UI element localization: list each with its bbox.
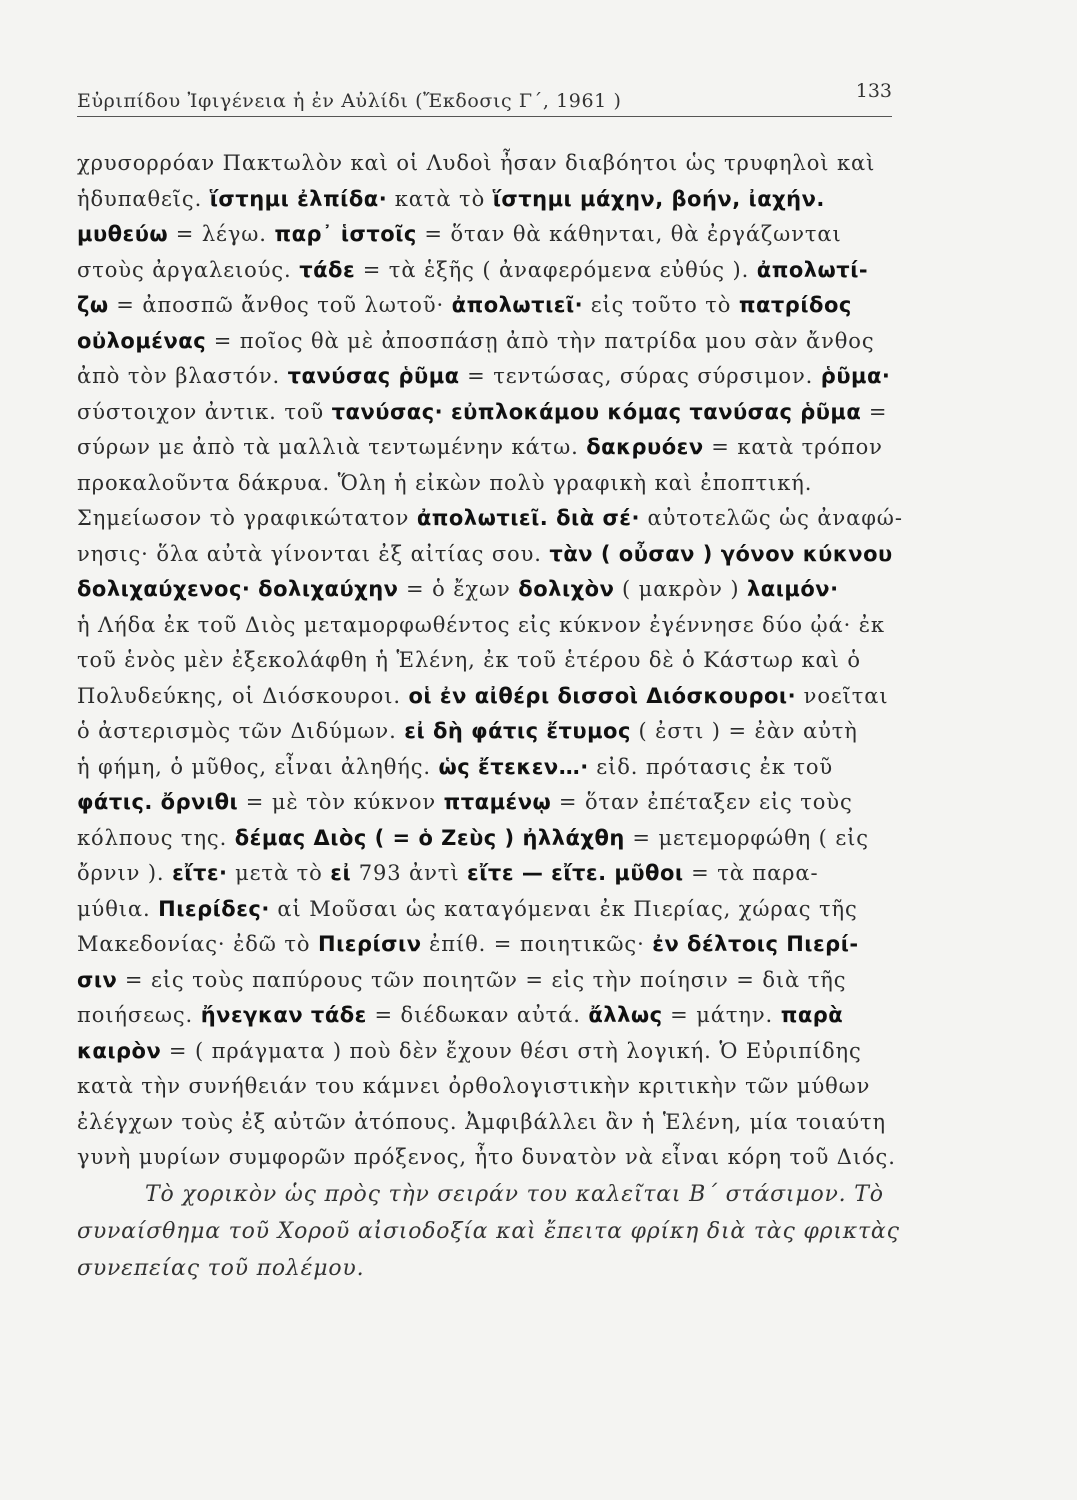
commentary-line [77, 892, 907, 928]
gloss-text: ἡ φήμη, ὁ μῦθος, εἶναι ἀληθής. [77, 754, 439, 779]
lemma: ἀπολωτί- [756, 257, 869, 282]
gloss-text: ποιήσεως. [77, 1003, 201, 1027]
lemma: μυθεύω [77, 222, 169, 246]
commentary-line [77, 1034, 907, 1070]
gloss-text: αἱ Μοῦσαι ὡς καταγόμεναι ἐκ Πιερίας, χώρας τῆς [269, 896, 858, 921]
gloss-text: ἡδυπαθεῖς. [77, 186, 210, 211]
commentary-line [77, 608, 907, 644]
page-header [77, 78, 892, 118]
lemma: εἴτε· [172, 861, 228, 885]
gloss-text: Μακεδονίας· ἐδῶ τὸ [77, 932, 319, 956]
lemma: ἀπολωτιεῖ· [451, 293, 584, 317]
gloss-text: = τὰ παρα- [683, 861, 819, 885]
gloss-text: ἐπίθ. = ποιητικῶς· [421, 932, 653, 956]
lemma: ἄλλως [588, 1003, 663, 1027]
running-head: Εὐριπίδου Ἰφιγένεια ἡ ἐν Αὐλίδι (Ἔκδοσις Γ΄, 1961 ) [77, 90, 622, 112]
lemma: τανύσας ῥῦμα [287, 364, 460, 388]
lemma: παρὰ [780, 1003, 844, 1027]
summary-paragraph [77, 1176, 907, 1287]
gloss-text: ἐλέγχων τοὺς ἐξ αὐτῶν ἀτόπους. Ἀμφιβάλλει ἂν ἡ Ἑλένη, μία τοιαύτη [77, 1109, 886, 1134]
lemma: τὰν ( οὖσαν ) γόνον κύκνου [549, 541, 893, 566]
lemma: λαιμόν· [747, 577, 839, 601]
gloss-text: = μὲ τὸν κύκνον [238, 790, 444, 814]
gloss-text: μετὰ τὸ [227, 861, 331, 885]
gloss-text: ὁ ἀστερισμὸς τῶν Διδύμων. [77, 719, 405, 743]
gloss-text: = ( πράγματα ) ποὺ δὲν ἔχουν θέσι στὴ λογική. Ὁ Εὐριπίδης [161, 1038, 862, 1063]
commentary-line [77, 395, 907, 431]
lemma: πατρίδος [738, 293, 852, 317]
gloss-text: = κατὰ τρόπον [703, 435, 883, 459]
commentary-line [77, 927, 907, 963]
lemma: δέμας Διὸς ( = ὁ Ζεὺς ) ἠλλάχθη [234, 825, 625, 850]
commentary-line [77, 679, 907, 715]
commentary-line [77, 359, 907, 395]
lemma: σιν [77, 967, 118, 992]
commentary-line [77, 217, 907, 253]
gloss-text: κατὰ τὸ [387, 186, 493, 211]
lemma: τάδε [299, 257, 356, 282]
gloss-text: = ὅταν θὰ κάθηνται, θὰ ἐργάζωνται [416, 222, 842, 246]
commentary-line [77, 324, 907, 360]
gloss-text: Σημείωσον τὸ γραφικώτατον [77, 506, 417, 530]
gloss-text: ἀπὸ τὸν βλαστόν. [77, 364, 288, 388]
gloss-text: εἰδ. πρότασις ἐκ τοῦ [588, 754, 834, 779]
commentary-line [77, 182, 907, 218]
gloss-text: ( μακρὸν ) [614, 577, 748, 601]
lemma: παρ᾽ ἱστοῖς [274, 222, 417, 246]
lemma: Πιερίδες· [158, 896, 270, 921]
commentary-line [77, 253, 907, 289]
lemma: δολιχὸν [518, 577, 615, 601]
commentary-line [77, 1105, 907, 1141]
lemma: ἵστημι ἐλπίδα· [209, 186, 388, 211]
gloss-text: Πολυδεύκης, οἱ Διόσκουροι. [77, 683, 409, 708]
lemma: πταμένῳ [443, 790, 552, 814]
gloss-text: = διέδωκαν αὐτά. [366, 1003, 589, 1027]
lemma: εἰ [330, 861, 352, 885]
gloss-text: = λέγω. [168, 222, 275, 246]
lemma: τανύσας· εὐπλοκάμου κόμας τανύσας ῥῦμα [331, 399, 862, 424]
commentary-line [77, 1069, 907, 1105]
gloss-text: = ὅταν ἐπέταξεν εἰς τοὺς [551, 790, 853, 814]
lemma: Πιερίσιν [318, 932, 422, 956]
gloss-text: ὄρνιν ). [77, 861, 173, 885]
commentary-line [77, 998, 907, 1034]
lemma: φάτις. ὄρνιθι [77, 790, 239, 814]
commentary-line [77, 501, 907, 537]
gloss-text: νησις· ὅλα αὐτὰ γίνονται ἐξ αἰτίας σου. [77, 541, 550, 566]
lemma: δολιχαύχενος· δολιχαύχην [77, 577, 399, 601]
commentary-line [77, 1140, 907, 1176]
commentary-line [77, 750, 907, 786]
commentary-line [77, 572, 907, 608]
gloss-text: = μετεμορφώθη ( εἰς [624, 825, 869, 850]
gloss-text: ( ἐστι ) = ἐὰν αὐτὴ [630, 719, 858, 743]
lemma: ζω [77, 293, 109, 317]
gloss-text: μύθια. [77, 896, 159, 921]
gloss-text: = ἀποσπῶ ἄνθος τοῦ λωτοῦ· [108, 293, 452, 317]
summary-line: Τὸ χορικὸν ὡς πρὸς τὴν σειράν του καλεῖται Β΄ στάσιμον. Τὸ [145, 1182, 884, 1207]
gloss-text: σύστοιχον ἀντικ. τοῦ [77, 399, 332, 424]
commentary-line [77, 537, 907, 573]
lemma: δακρυόεν [586, 435, 704, 459]
header-rule [77, 116, 892, 117]
gloss-text: = μάτην. [662, 1003, 781, 1027]
gloss-text: = τεντώσας, σύρας σύρσιμον. [459, 364, 821, 388]
lemma: ῥῦμα· [820, 364, 891, 388]
gloss-text: ἡ Λήδα ἐκ τοῦ Διὸς μεταμορφωθέντος εἰς κύκνον ἐγέννησε δύο ᾠά· ἐκ [77, 612, 885, 637]
lemma: ἐν δέλτοις Πιερί- [652, 932, 859, 956]
gloss-text: = ποῖος θὰ μὲ ἀποσπάσῃ ἀπὸ τὴν πατρίδα μου σὰν ἄνθος [206, 328, 875, 353]
lemma: οὐλομένας [77, 328, 207, 353]
gloss-text: = ὁ ἔχων [398, 577, 519, 601]
commentary-line [77, 856, 907, 892]
commentary-line [77, 821, 907, 857]
commentary-line [77, 146, 907, 182]
lemma: ἵστημι μάχην, βοήν, ἰαχήν. [492, 186, 825, 211]
commentary-line [77, 430, 907, 466]
gloss-text: αὐτοτελῶς ὡς ἀναφώ- [639, 506, 903, 530]
lemma: οἱ ἐν αἰθέρι δισσοὶ Διόσκουροι· [408, 683, 797, 708]
lemma: ἀπολωτιεῖ. διὰ σέ· [416, 506, 640, 530]
summary-line: συνεπείας τοῦ πολέμου. [77, 1256, 365, 1281]
gloss-text: τοῦ ἑνὸς μὲν ἐξεκολάφθη ἡ Ἑλένη, ἐκ τοῦ ἑτέρου δὲ ὁ Κάστωρ καὶ ὁ [77, 648, 861, 672]
lemma: ἤνεγκαν τάδε [200, 1003, 367, 1027]
gloss-text: νοεῖται [796, 683, 889, 708]
lemma: καιρὸν [77, 1038, 162, 1063]
commentary-line [77, 785, 907, 821]
gloss-text: κατὰ τὴν συνήθειάν του κάμνει ὀρθολογιστικὴν κριτικὴν τῶν μύθων [77, 1074, 871, 1098]
commentary-text [77, 146, 907, 1176]
gloss-text: σύρων με ἀπὸ τὰ μαλλιὰ τεντωμένην κάτω. [77, 435, 587, 459]
commentary-line [77, 714, 907, 750]
gloss-text: εἰς τοῦτο τὸ [583, 293, 739, 317]
gloss-text: 793 ἀντὶ [351, 861, 468, 885]
gloss-text: χρυσορρόαν Πακτωλὸν καὶ οἱ Λυδοὶ ἦσαν διαβόητοι ὡς τρυφηλοὶ καὶ [77, 151, 876, 175]
lemma: ὡς ἔτεκεν…· [438, 754, 589, 779]
lemma: εἴτε — εἴτε. μῦθοι [467, 861, 684, 885]
gloss-text: γυνὴ μυρίων συμφορῶν πρόξενος, ἦτο δυνατὸν νὰ εἶναι κόρη τοῦ Διός. [77, 1145, 896, 1169]
gloss-text: στοὺς ἀργαλειούς. [77, 257, 300, 282]
gloss-text: = [861, 399, 888, 424]
summary-line: συναίσθημα τοῦ Χοροῦ αἰσιοδοξία καὶ ἔπειτα φρίκη διὰ τὰς φρικτὰς [77, 1219, 900, 1244]
gloss-text: κόλπους της. [77, 825, 235, 850]
gloss-text: προκαλοῦντα δάκρυα. Ὅλη ἡ εἰκὼν πολὺ γραφικὴ καὶ ἐποπτική. [77, 470, 813, 495]
gloss-text: = εἰς τοὺς παπύρους τῶν ποιητῶν = εἰς τὴν ποίησιν = διὰ τῆς [117, 967, 847, 992]
lemma: εἰ δὴ φάτις ἔτυμος [404, 719, 631, 743]
commentary-line [77, 643, 907, 679]
commentary-line [77, 288, 907, 324]
commentary-line [77, 963, 907, 999]
page-number: 133 [855, 80, 892, 102]
gloss-text: = τὰ ἑξῆς ( ἀναφερόμενα εὐθύς ). [355, 257, 757, 282]
commentary-line [77, 466, 907, 502]
